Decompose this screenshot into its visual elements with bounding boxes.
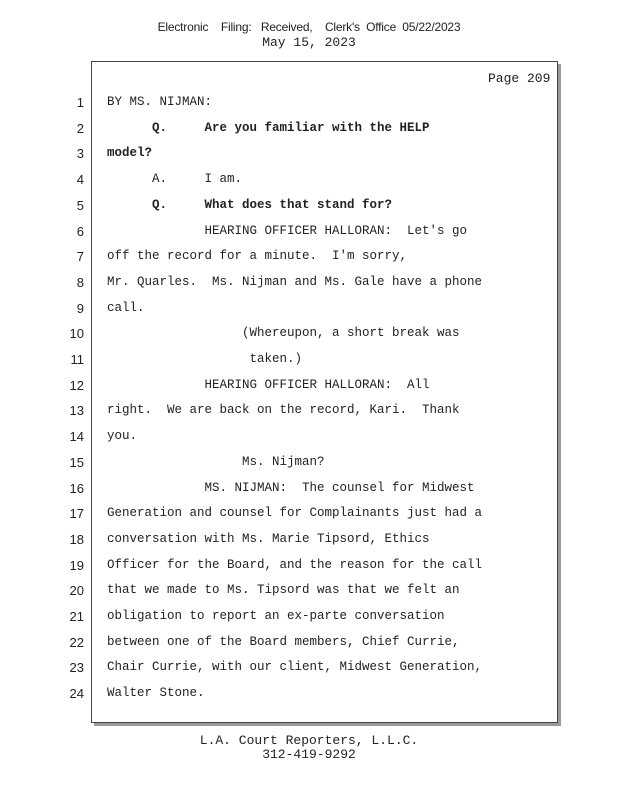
line-text: Generation and counsel for Complainants just had a bbox=[107, 506, 483, 520]
line-number: 16 bbox=[69, 481, 84, 496]
line-text: between one of the Board members, Chief Currie, bbox=[107, 635, 460, 649]
line-text: (Whereupon, a short break was bbox=[107, 326, 460, 340]
line-number: 6 bbox=[76, 224, 84, 239]
line-number: 22 bbox=[69, 635, 84, 650]
line-number: 7 bbox=[76, 249, 84, 264]
filing-stamp: Electronic Filing: Received, Clerk's Office 05/22/2023 bbox=[157, 20, 461, 34]
line-number: 15 bbox=[69, 455, 84, 470]
line-text: off the record for a minute. I'm sorry, bbox=[107, 249, 408, 263]
line-number: 11 bbox=[70, 352, 84, 367]
line-number: 13 bbox=[69, 403, 84, 418]
line-number: 8 bbox=[76, 275, 84, 290]
line-text: Mr. Quarles. Ms. Nijman and Ms. Gale have a phone bbox=[107, 275, 483, 289]
line-text: Walter Stone. bbox=[107, 686, 205, 700]
line-text: you. bbox=[107, 429, 138, 443]
line-number: 19 bbox=[69, 558, 84, 573]
line-number: 23 bbox=[69, 660, 84, 675]
line-text: BY MS. NIJMAN: bbox=[107, 95, 213, 109]
line-text: taken.) bbox=[107, 352, 303, 366]
line-text: Ms. Nijman? bbox=[107, 455, 325, 469]
transcript-page bbox=[91, 61, 558, 723]
line-number: 20 bbox=[69, 583, 84, 598]
line-text: Q. Are you familiar with the HELP bbox=[107, 121, 430, 135]
line-text: HEARING OFFICER HALLORAN: Let's go bbox=[107, 224, 468, 238]
line-number: 9 bbox=[76, 301, 84, 316]
line-number: 12 bbox=[69, 378, 84, 393]
line-text: Chair Currie, with our client, Midwest Generation, bbox=[107, 660, 483, 674]
line-number: 14 bbox=[69, 429, 84, 444]
line-text: that we made to Ms. Tipsord was that we felt an bbox=[107, 583, 460, 597]
line-text: HEARING OFFICER HALLORAN: All bbox=[107, 378, 430, 392]
line-number: 17 bbox=[69, 506, 84, 521]
line-number: 10 bbox=[69, 326, 84, 341]
transcript-date: May 15, 2023 bbox=[262, 35, 356, 50]
line-number: 18 bbox=[69, 532, 84, 547]
footer-company: L.A. Court Reporters, L.L.C. bbox=[199, 733, 419, 748]
line-number: 24 bbox=[69, 686, 84, 701]
line-text: model? bbox=[107, 146, 153, 160]
line-number: 1 bbox=[76, 95, 84, 110]
line-text: right. We are back on the record, Kari. Thank bbox=[107, 403, 460, 417]
line-text: call. bbox=[107, 301, 145, 315]
footer-phone: 312-419-9292 bbox=[262, 747, 356, 762]
line-text: obligation to report an ex-parte conversation bbox=[107, 609, 445, 623]
line-text: conversation with Ms. Marie Tipsord, Ethics bbox=[107, 532, 430, 546]
line-text: Q. What does that stand for? bbox=[107, 198, 393, 212]
line-text: MS. NIJMAN: The counsel for Midwest bbox=[107, 481, 475, 495]
line-number: 21 bbox=[69, 609, 84, 624]
line-number: 5 bbox=[76, 198, 84, 213]
line-number: 4 bbox=[76, 172, 84, 187]
page-number: Page 209 bbox=[488, 71, 551, 86]
line-text: A. I am. bbox=[107, 172, 243, 186]
line-number: 2 bbox=[76, 121, 84, 136]
line-number: 3 bbox=[76, 146, 84, 161]
line-text: Officer for the Board, and the reason for the call bbox=[107, 558, 483, 572]
